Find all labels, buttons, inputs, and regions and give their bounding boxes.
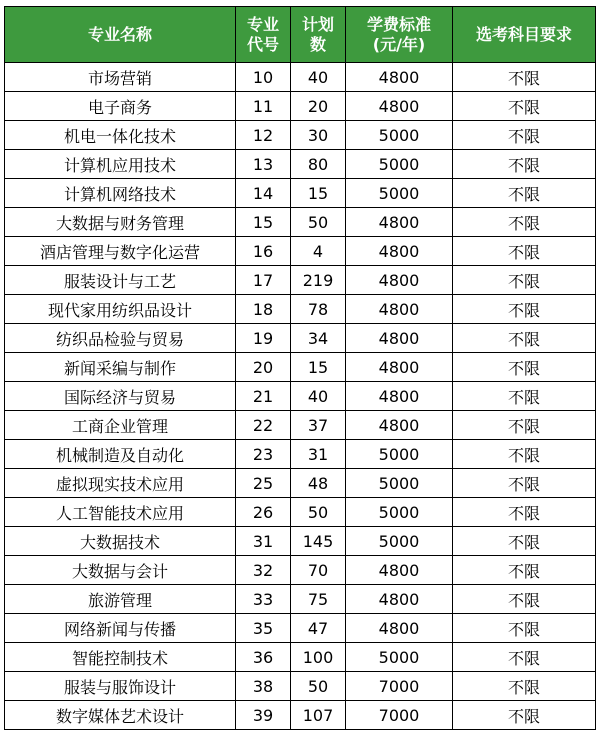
cell-plan-count: 40	[291, 63, 346, 92]
cell-major-name: 市场营销	[5, 63, 236, 92]
cell-major-code: 12	[236, 121, 291, 150]
cell-subject-requirement: 不限	[453, 643, 596, 672]
header-subject-requirement	[453, 7, 596, 63]
cell-major-code: 35	[236, 614, 291, 643]
cell-subject-requirement: 不限	[453, 382, 596, 411]
cell-plan-count: 78	[291, 295, 346, 324]
table-row	[5, 121, 596, 150]
cell-major-code: 14	[236, 179, 291, 208]
cell-major-code: 36	[236, 643, 291, 672]
cell-plan-count: 50	[291, 498, 346, 527]
cell-major-name: 人工智能技术应用	[5, 498, 236, 527]
table-row	[5, 179, 596, 208]
table-row	[5, 527, 596, 556]
cell-tuition: 4800	[346, 614, 453, 643]
cell-major-name: 纺织品检验与贸易	[5, 324, 236, 353]
header-major-code-line: 代号	[246, 34, 279, 54]
cell-major-code: 11	[236, 92, 291, 121]
cell-major-name: 工商企业管理	[5, 411, 236, 440]
cell-subject-requirement: 不限	[453, 63, 596, 92]
cell-major-code: 10	[236, 63, 291, 92]
table-row	[5, 150, 596, 179]
cell-tuition: 4800	[346, 266, 453, 295]
cell-tuition: 7000	[346, 701, 453, 730]
cell-plan-count: 75	[291, 585, 346, 614]
cell-plan-count: 31	[291, 440, 346, 469]
cell-tuition: 5000	[346, 440, 453, 469]
cell-plan-count: 70	[291, 556, 346, 585]
table-row	[5, 382, 596, 411]
cell-major-code: 23	[236, 440, 291, 469]
cell-tuition: 4800	[346, 295, 453, 324]
header-subject-requirement-line: 选考科目要求	[475, 24, 572, 44]
cell-major-code: 20	[236, 353, 291, 382]
table-row	[5, 353, 596, 382]
cell-major-name: 电子商务	[5, 92, 236, 121]
table-row	[5, 92, 596, 121]
cell-tuition: 5000	[346, 469, 453, 498]
cell-subject-requirement: 不限	[453, 92, 596, 121]
header-tuition-line: 学费标准	[366, 14, 431, 34]
cell-plan-count: 100	[291, 643, 346, 672]
cell-tuition: 5000	[346, 150, 453, 179]
table-row	[5, 469, 596, 498]
cell-tuition: 4800	[346, 63, 453, 92]
cell-major-name: 大数据技术	[5, 527, 236, 556]
cell-plan-count: 107	[291, 701, 346, 730]
cell-tuition: 4800	[346, 382, 453, 411]
cell-subject-requirement: 不限	[453, 498, 596, 527]
cell-tuition: 5000	[346, 498, 453, 527]
cell-tuition: 4800	[346, 411, 453, 440]
cell-major-code: 16	[236, 237, 291, 266]
cell-plan-count: 47	[291, 614, 346, 643]
cell-major-name: 机械制造及自动化	[5, 440, 236, 469]
cell-major-code: 19	[236, 324, 291, 353]
cell-major-name: 酒店管理与数字化运营	[5, 237, 236, 266]
cell-subject-requirement: 不限	[453, 121, 596, 150]
cell-major-code: 38	[236, 672, 291, 701]
header-tuition	[346, 7, 453, 63]
cell-plan-count: 4	[291, 237, 346, 266]
header-major-code	[236, 7, 291, 63]
cell-major-name: 大数据与会计	[5, 556, 236, 585]
cell-major-name: 新闻采编与制作	[5, 353, 236, 382]
cell-subject-requirement: 不限	[453, 469, 596, 498]
cell-subject-requirement: 不限	[453, 237, 596, 266]
header-plan-count-line: 计划	[301, 14, 334, 34]
cell-plan-count: 50	[291, 208, 346, 237]
cell-major-code: 17	[236, 266, 291, 295]
table-row	[5, 614, 596, 643]
cell-major-code: 31	[236, 527, 291, 556]
cell-plan-count: 15	[291, 353, 346, 382]
table-header-row	[5, 7, 596, 63]
cell-tuition: 4800	[346, 585, 453, 614]
cell-major-code: 18	[236, 295, 291, 324]
table-row	[5, 672, 596, 701]
cell-tuition: 4800	[346, 92, 453, 121]
cell-major-name: 国际经济与贸易	[5, 382, 236, 411]
cell-plan-count: 40	[291, 382, 346, 411]
table-row	[5, 237, 596, 266]
cell-subject-requirement: 不限	[453, 672, 596, 701]
table-row	[5, 556, 596, 585]
major-table-container	[4, 6, 596, 730]
cell-major-name: 旅游管理	[5, 585, 236, 614]
cell-plan-count: 145	[291, 527, 346, 556]
cell-subject-requirement: 不限	[453, 585, 596, 614]
header-tuition-line: (元/年)	[372, 34, 426, 54]
cell-subject-requirement: 不限	[453, 179, 596, 208]
cell-subject-requirement: 不限	[453, 440, 596, 469]
cell-major-name: 虚拟现实技术应用	[5, 469, 236, 498]
cell-subject-requirement: 不限	[453, 556, 596, 585]
cell-plan-count: 37	[291, 411, 346, 440]
cell-major-code: 13	[236, 150, 291, 179]
cell-major-code: 22	[236, 411, 291, 440]
cell-subject-requirement: 不限	[453, 266, 596, 295]
cell-major-code: 26	[236, 498, 291, 527]
table-row	[5, 411, 596, 440]
cell-subject-requirement: 不限	[453, 701, 596, 730]
cell-major-name: 计算机应用技术	[5, 150, 236, 179]
cell-tuition: 4800	[346, 353, 453, 382]
cell-major-name: 数字媒体艺术设计	[5, 701, 236, 730]
cell-subject-requirement: 不限	[453, 208, 596, 237]
cell-subject-requirement: 不限	[453, 527, 596, 556]
cell-plan-count: 34	[291, 324, 346, 353]
header-major-name-line: 专业名称	[87, 24, 152, 44]
table-row	[5, 643, 596, 672]
header-plan-count-line: 数	[309, 34, 326, 54]
cell-major-name: 现代家用纺织品设计	[5, 295, 236, 324]
cell-major-code: 25	[236, 469, 291, 498]
cell-tuition: 5000	[346, 643, 453, 672]
cell-major-code: 21	[236, 382, 291, 411]
cell-major-code: 33	[236, 585, 291, 614]
cell-major-name: 计算机网络技术	[5, 179, 236, 208]
table-body	[5, 63, 596, 730]
cell-major-code: 15	[236, 208, 291, 237]
cell-major-name: 服装与服饰设计	[5, 672, 236, 701]
header-major-code-line: 专业	[246, 14, 279, 34]
table-row	[5, 208, 596, 237]
cell-subject-requirement: 不限	[453, 324, 596, 353]
table-row	[5, 324, 596, 353]
cell-plan-count: 15	[291, 179, 346, 208]
table-row	[5, 295, 596, 324]
table-row	[5, 701, 596, 730]
cell-major-name: 大数据与财务管理	[5, 208, 236, 237]
cell-subject-requirement: 不限	[453, 353, 596, 382]
major-enrollment-table	[4, 6, 596, 730]
cell-plan-count: 48	[291, 469, 346, 498]
header-major-name	[5, 7, 236, 63]
table-row	[5, 266, 596, 295]
table-row	[5, 63, 596, 92]
cell-plan-count: 80	[291, 150, 346, 179]
cell-plan-count: 219	[291, 266, 346, 295]
cell-tuition: 4800	[346, 556, 453, 585]
cell-tuition: 4800	[346, 237, 453, 266]
cell-major-code: 32	[236, 556, 291, 585]
table-row	[5, 440, 596, 469]
cell-subject-requirement: 不限	[453, 150, 596, 179]
cell-subject-requirement: 不限	[453, 614, 596, 643]
cell-plan-count: 30	[291, 121, 346, 150]
cell-major-code: 39	[236, 701, 291, 730]
cell-plan-count: 50	[291, 672, 346, 701]
header-plan-count	[291, 7, 346, 63]
cell-subject-requirement: 不限	[453, 411, 596, 440]
cell-tuition: 4800	[346, 324, 453, 353]
cell-tuition: 5000	[346, 121, 453, 150]
cell-tuition: 4800	[346, 208, 453, 237]
cell-plan-count: 20	[291, 92, 346, 121]
cell-tuition: 5000	[346, 179, 453, 208]
table-row	[5, 498, 596, 527]
cell-subject-requirement: 不限	[453, 295, 596, 324]
cell-tuition: 5000	[346, 527, 453, 556]
cell-major-name: 智能控制技术	[5, 643, 236, 672]
table-row	[5, 585, 596, 614]
cell-major-name: 网络新闻与传播	[5, 614, 236, 643]
cell-major-name: 机电一体化技术	[5, 121, 236, 150]
cell-tuition: 7000	[346, 672, 453, 701]
cell-major-name: 服装设计与工艺	[5, 266, 236, 295]
